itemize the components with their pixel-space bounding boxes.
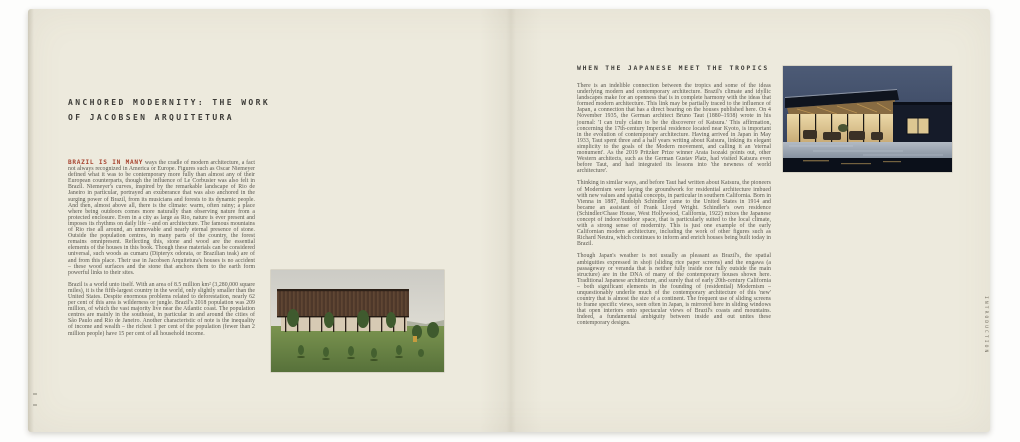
lead-in-text: BRAZIL IS IN MANY: [68, 159, 144, 166]
left-paragraph-1-body: ways the cradle of modern architecture, a fact not always recognized in America or Europe. Figures such as Oscar Niemeyer defined what it was to be contemporary more fully than almost any of their European counterparts, though the influence of Le Corbusier was also felt in Brazil. Niemeyer's curves, inspired by the remarkable landscape of Rio de Janeiro in particular, portrayed an exuberance that was also anchored in the surging power of Brazil, from its musicians and forests to its dynamic people. And then, almost above all, there is the climate: warm, often rainy; a place where being outdoors comes more naturally than observing nature from a protected enclosure. Even in a city as large as Rio, nature is ever present and imposes its rhythms on daily life – and on architecture. The famous mountains of Rio rise all around, an unmovable and nearly eternal presence of stone. Outside the population centres, in many parts of the country, the forest remains omnipresent. Reflecting this, stone and wood are the essential elements of the houses in this book. Though these materials can be considered universal, such woods as cumaru (Dipteryx odorata, or Brazilian teak) are of and from this place. Their use in Jacobsen Arquitetura's houses is no accident – these wood surfaces and the stone that anchors them to the earth form powerful links to their sites.: [68, 160, 255, 276]
right-paragraph-1: There is an indelible connection between the tropics and some of the ideas underlying modern and contemporary architecture. Brazil's climate and idyllic landscapes make for an openness that is in complete harmony with the ideas that formed modern architecture. This link may be partially traced to the influence of Japan, a connection that has a direct bearing on the houses published here. On 4 November 1935, the German architect Bruno Taut (1880–1938) wrote in his journal: 'I can truly claim to be the discoverer of Katsura.' This affirmation, concerning the 17th-century Imperial residence located near Kyoto, is important in the evolution of contemporary architecture. Having arrived in Japan in May 1933, Taut spent three and a half years writing about Katsura, linking its elegant simplicity to the goals of the Modern movement, and calling it an 'eternal monument'. As the 2019 Pritzker Prize winner Arata Isozaki points out, other Western architects, such as the German Gustav Platz, had visited Katsura even before Taut, and had integrated its lessons into 'the newness of world architecture'.: [577, 83, 771, 175]
right-text-column: [577, 83, 771, 333]
right-paragraph-3: Though Japan's weather is not usually as pleasant as Brazil's, the spatial ambiguities expressed in shoji (sliding rice paper screens) and the engawa (a passageway or veranda that is neither fully inside nor fully outside the main structure) are in the DNA of many of the contemporary houses shown here. Traditional Japanese architecture, and surely that of early 20th-century California – both significant elements in the founding of (residential) Modernism – unquestionably underlie much of the contemporary architecture of this 'new' country that is almost the size of a continent. The frequent use of sliding screens to frame specific views, seen often in Japan, is mirrored here in sliding windows that open interiors onto spectacular views of Brazil's coasts and mountains. Indeed, a fundamental ambiguity between inside and out unites these contemporary designs.: [577, 253, 771, 327]
house-on-lawn-photo: [271, 270, 444, 372]
right-paragraph-2: Thinking in similar ways, and before Taut had written about Katsura, the pioneers of Modernism were laying the groundwork for residential architecture imbued with new values and spatial concepts, in particular in southern California. Born in Vienna in 1887, Rudolph Schindler came to the United States in 1914 and became an assistant of Frank Lloyd Wright. Schindler's own residence (Schindler/Chase House, West Hollywood, California, 1922) mixes the Japanese concept of indoor/outdoor space, that is particularly suited to the local climate, with a strong sense of modernity. This is just one example of the early Californian modern architecture, including the work of other figures such as Richard Neutra, which continues to inform and enrich houses being built today in Brazil.: [577, 180, 771, 248]
page-edge-mark: [33, 393, 37, 395]
page-title-line2: OF JACOBSEN ARQUITETURA: [68, 112, 234, 122]
margin-running-label: INTRODUCTION: [983, 296, 988, 355]
page-title-line1: ANCHORED MODERNITY: THE WORK: [68, 98, 271, 107]
page-title: [68, 96, 308, 125]
left-paragraph-1: [68, 160, 255, 276]
book-left-edge: [28, 9, 34, 432]
left-paragraph-2: Brazil is a world unto itself. With an area of 8.5 million km² (3,280,000 square miles), it is the fifth-largest country in the world, only slightly smaller than the United States. Despite enormous problems related to deforestation, nearly 62 per cent of this area is wilderness or jungle. Brazil's 2018 population was 209 million, of which the vast majority live near the Atlantic coast. The population centres are mainly in the southeast, in particular in and around the cities of São Paulo and Rio de Janeiro. Another characteristic of note is the inequality of income and wealth – the richest 1 per cent of the population (fewer than 2 million people) have 15 per cent of all household income.: [68, 281, 255, 337]
section-heading: WHEN THE JAPANESE MEET THE TROPICS: [577, 64, 770, 72]
page-edge-mark: [33, 404, 37, 406]
left-text-column: [68, 160, 255, 343]
pavilion-at-dusk-photo: [783, 66, 952, 172]
